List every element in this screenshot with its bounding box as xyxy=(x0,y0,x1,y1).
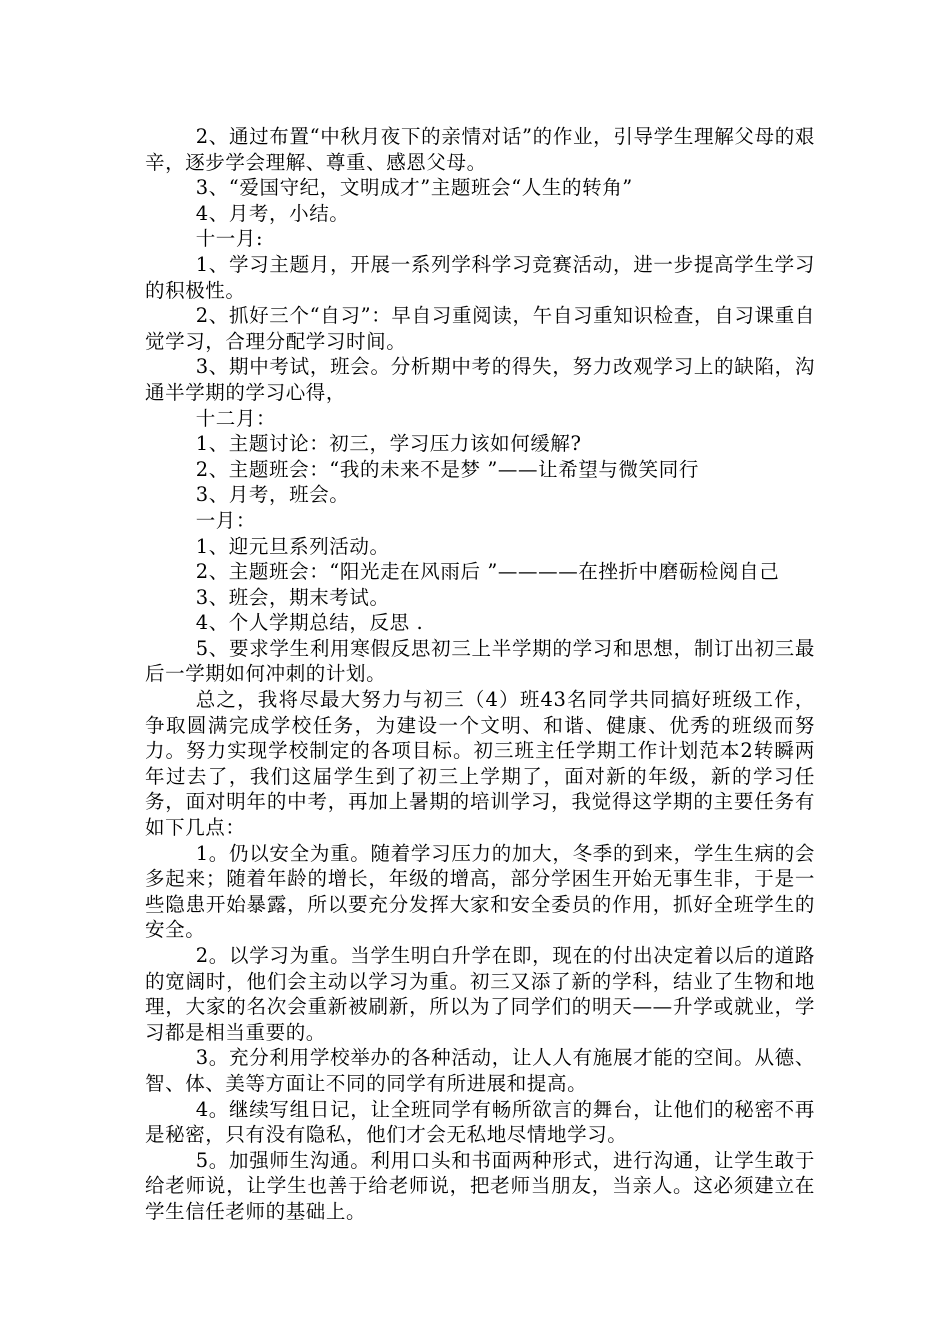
paragraph: 3、月考，班会。 xyxy=(195,483,350,507)
paragraph: 3。充分利用学校举办的各种活动，让人人有施展才能的空间。从德、智、体、美等方面让不同的同学有所进展和提高。 xyxy=(145,1046,815,1095)
month-heading: 十二月： xyxy=(195,406,277,430)
paragraph: 4、月考，小结。 xyxy=(195,201,350,225)
paragraph: 4。继续写组日记，让全班同学有畅所欲言的舞台，让他们的秘密不再是秘密，只有没有隐私，他们才会无私地尽情地学习。 xyxy=(145,1097,815,1147)
paragraph: 2。以学习为重。当学生明白升学在即，现在的付出决定着以后的道路的宽阔时，他们会主动以学习为重。初三又添了新的学科，结业了生物和地理，大家的名次会重新被刷新，所以为了同学们的明天——升学或就业，学习都是相当重要的。 xyxy=(145,944,815,1044)
paragraph: 5。加强师生沟通。利用口头和书面两种形式，进行沟通，让学生敢于给老师说，让学生也善于给老师说，把老师当朋友，当亲人。这必须建立在学生信任老师的基础上。 xyxy=(145,1148,815,1223)
paragraph: 1、主题讨论：初三，学习压力该如何缓解? xyxy=(195,432,582,456)
month-heading: 一月： xyxy=(195,508,256,532)
paragraph: 2、主题班会：“阳光走在风雨后 ”————在挫折中磨砺检阅自己 xyxy=(195,560,780,584)
paragraph: 1。仍以安全为重。随着学习压力的加大，冬季的到来，学生生病的会多起来；随着年龄的增长，年级的增高，部分学困生开始无事生非，于是一些隐患开始暴露，所以要充分发挥大家和安全委员的作用，抓好全班学生的安全。 xyxy=(145,841,815,942)
paragraph: 2、主题班会：“我的未来不是梦 ”——让希望与微笑同行 xyxy=(195,457,699,481)
paragraph: 1、迎元旦系列活动。 xyxy=(195,534,390,558)
paragraph: 1、学习主题月，开展一系列学科学习竞赛活动，进一步提高学生学习的积极性。 xyxy=(145,252,815,302)
paragraph: 4、个人学期总结，反思 . xyxy=(195,611,424,635)
paragraph: 总之，我将尽最大努力与初三（4）班43名同学共同搞好班级工作，争取圆满完成学校任务，为建设一个文明、和谐、健康、优秀的班级而努力。努力实现学校制定的各项目标。初三班主任学期工作计划范本2转瞬两年过去了，我们这届学生到了初三上学期了，面对新的年级，新的学习任务，面对明年的中考，再加上暑期的培训学习，我觉得这学期的主要任务有如下几点： xyxy=(145,688,815,840)
paragraph: 3、期中考试，班会。分析期中考的得失，努力改观学习上的缺陷，沟通半学期的学习心得， xyxy=(145,355,815,404)
paragraph: 3、班会，期末考试。 xyxy=(195,585,390,609)
paragraph: 5、要求学生利用寒假反思初三上半学期的学习和思想，制订出初三最后一学期如何冲刺的计划。 xyxy=(145,636,815,686)
paragraph: 2、通过布置“中秋月夜下的亲情对话”的作业，引导学生理解父母的艰辛，逐步学会理解、尊重、感恩父母。 xyxy=(145,125,815,174)
document-body xyxy=(145,124,815,1225)
paragraph: 2、抓好三个“自习”：早自习重阅读，午自习重知识检查，自习课重自觉学习，合理分配学习时间。 xyxy=(145,304,815,353)
paragraph: 3、“爱国守纪，文明成才”主题班会“人生的转角” xyxy=(195,176,633,200)
month-heading: 十一月: xyxy=(195,227,264,251)
